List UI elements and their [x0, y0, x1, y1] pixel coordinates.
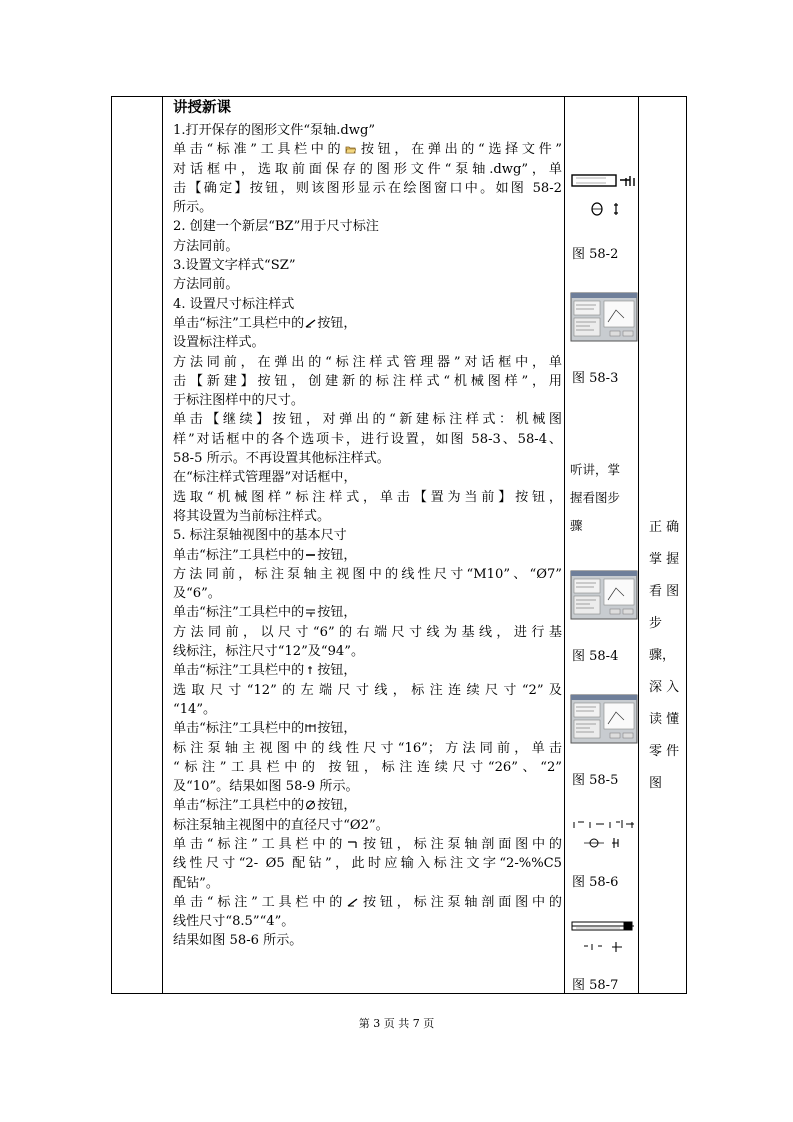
goal-line: 正 确 [649, 520, 680, 535]
text-line [173, 410, 562, 429]
text-line [173, 314, 562, 333]
linear-dimension-icon [305, 550, 316, 560]
text-line [173, 333, 562, 352]
goal-line: 骤， [649, 648, 676, 663]
line-text: 方法同前。 [173, 277, 239, 293]
line-text: 及“10”。结果如图 58-9 所示。 [173, 779, 359, 795]
text-line [173, 835, 562, 854]
line-text: 设置标注样式。 [173, 335, 265, 351]
text-line [173, 931, 562, 950]
text-line [173, 893, 562, 912]
text-line [173, 584, 562, 603]
figure-thumbnail [570, 292, 638, 346]
note-line: 听讲，掌 [570, 462, 621, 477]
line-text: 方法同前，在弹出的“标注样式管理器”对话框中，单 [173, 354, 562, 370]
goal-line: 步 [649, 616, 663, 631]
line-text: 按钮，在弹出的“选择文件” [357, 142, 562, 158]
line-text: 单击“标注”工具栏中的 [173, 798, 305, 814]
goal-line: 深 入 [649, 680, 680, 695]
text-line [173, 546, 562, 565]
goal-line: 零 件 [649, 744, 680, 759]
figure-thumbnail [570, 816, 638, 856]
line-text: 按钮， [317, 605, 357, 621]
text-line [173, 488, 562, 507]
lesson-lines [173, 121, 562, 951]
column-divider [638, 97, 639, 993]
text-line [173, 353, 562, 372]
text-line [173, 217, 562, 236]
line-text: 于标注图样中的尺寸。 [173, 393, 304, 409]
line-text: 按钮， [317, 547, 357, 563]
text-line [173, 912, 562, 931]
goal-line: 看 图 [649, 584, 680, 599]
goal-line: 读 懂 [649, 712, 680, 727]
figure-thumbnail [570, 694, 638, 748]
text-line [173, 700, 562, 719]
teaching-goal [643, 512, 683, 800]
line-text: 按钮，标注泵轴剖面图中的 [359, 894, 563, 910]
line-text: 线性尺寸“2- Ø5 配钻”，此时应输入标注文字“2-%%C5 [173, 856, 562, 872]
note-line: 握看图步 [570, 490, 621, 505]
aligned-dimension-icon [305, 723, 316, 733]
line-text: 所示。 [173, 200, 213, 216]
figure-label: 图 58-4 [572, 649, 619, 664]
line-text: 按钮，标注泵轴剖面图中的 [359, 836, 563, 852]
figure-label: 图 58-6 [572, 875, 619, 890]
line-text: 方法同前。 [173, 238, 239, 254]
dimension-style-icon [305, 318, 316, 328]
section-heading: 讲授新课 [173, 100, 231, 116]
text-line [173, 468, 562, 487]
line-text: 单击“标注”工具栏中的 [173, 547, 305, 563]
figure-thumbnail [570, 918, 638, 962]
text-line [173, 758, 562, 777]
line-text: 将其设置为当前标注样式。 [173, 508, 331, 524]
line-text: 单击“标注”工具栏中的 [173, 315, 305, 331]
figure-thumbnail [570, 570, 638, 624]
line-text: 按钮， [317, 721, 357, 737]
line-text: 单击“标注”工具栏中的 [173, 721, 305, 737]
line-text: 样”对话框中的各个选项卡，进行设置，如图 58-3、58-4、 [173, 431, 562, 447]
text-line [173, 179, 562, 198]
linear-dimension-2-icon [347, 839, 358, 849]
column-divider [564, 97, 565, 993]
line-text: 方法同前，标注泵轴主视图中的线性尺寸“M10”、“Ø7” [173, 566, 562, 582]
line-text: 1.打开保存的图形文件“泵轴.dwg” [173, 123, 376, 138]
continue-dimension-icon [305, 665, 316, 675]
text-line [173, 816, 562, 835]
text-line [173, 642, 562, 661]
text-line [173, 237, 562, 256]
line-text: 按钮， [317, 315, 357, 331]
line-text: 击【新建】按钮，创建新的标注样式“机械图样”，用 [173, 373, 562, 389]
line-text: 方法同前，以尺寸“6”的右端尺寸线为基线，进行基 [173, 624, 562, 640]
line-text: 5. 标注泵轴视图中的基本尺寸 [173, 528, 347, 544]
line-text: 配钻”。 [173, 875, 219, 891]
text-line [173, 275, 562, 294]
line-text: 击【确定】按钮，则该图形显示在绘图窗口中。如图 58-2 [173, 180, 562, 196]
text-line [173, 140, 562, 159]
figure-thumbnail [570, 172, 638, 222]
column-divider [162, 97, 163, 993]
figure-label: 图 58-2 [572, 247, 619, 262]
line-text: 结果如图 58-6 所示。 [173, 933, 303, 949]
line-text: “14”。 [173, 701, 217, 717]
text-line [173, 565, 562, 584]
text-line [173, 526, 562, 545]
line-text: 标注泵轴主视图中的线性尺寸“16”；方法同前，单击 [173, 740, 562, 756]
line-text: “标注”工具栏中的 按钮，标注连续尺寸“26”、“2” [173, 759, 562, 775]
text-line [173, 449, 562, 468]
line-text: 按钮， [317, 798, 357, 814]
line-text: 选取“机械图样”标注样式，单击【置为当前】按钮， [173, 489, 562, 505]
line-text: 选取尺寸“12”的左端尺寸线，标注连续尺寸“2”及 [173, 682, 562, 698]
figure-label: 图 58-7 [572, 978, 619, 993]
line-text: 单击“标注”工具栏中的 [173, 894, 347, 910]
note-line: 骤 [570, 518, 583, 533]
line-text: 按钮， [317, 663, 357, 679]
line-text: 单击“标注”工具栏中的 [173, 605, 305, 621]
dimension-edit-icon [347, 897, 358, 907]
line-text: 2. 创建一个新层“BZ”用于尺寸标注 [173, 219, 379, 235]
text-line [173, 198, 562, 217]
text-line [173, 681, 562, 700]
text-line [173, 623, 562, 642]
line-text: 及“6”。 [173, 586, 221, 602]
text-line [173, 121, 562, 140]
text-line [173, 603, 562, 622]
line-text: 58-5 所示。不再设置其他标注样式。 [173, 451, 390, 467]
line-text: 单击【继续】按钮，对弹出的“新建标注样式：机械图 [173, 412, 562, 428]
line-text: 对话框中，选取前面保存的图形文件“泵轴.dwg”，单 [173, 161, 562, 177]
text-line [173, 430, 562, 449]
teaching-method [570, 456, 620, 540]
text-line [173, 372, 562, 391]
figure-label: 图 58-3 [572, 371, 619, 386]
line-text: 线性尺寸“8.5”“4”。 [173, 914, 295, 930]
text-line [173, 391, 562, 410]
text-line [173, 874, 562, 893]
diameter-dimension-icon [305, 800, 316, 810]
text-line [173, 160, 562, 179]
text-line [173, 507, 562, 526]
baseline-dimension-icon [305, 607, 316, 617]
open-file-icon [345, 144, 356, 154]
lesson-content [173, 98, 562, 951]
page-footer: 第 3 页 共 7 页 [358, 1017, 435, 1030]
line-text: 4. 设置尺寸标注样式 [173, 296, 295, 312]
line-text: 线标注，标注尺寸“12”及“94”。 [173, 644, 365, 660]
text-line [173, 719, 562, 738]
text-line [173, 777, 562, 796]
line-text: 在“标注样式管理器”对话框中， [173, 470, 357, 486]
text-line [173, 854, 562, 873]
line-text: 单击“标注”工具栏中的 [173, 836, 347, 852]
line-text: 单击“标准”工具栏中的 [173, 142, 345, 158]
text-line [173, 739, 562, 758]
line-text: 3.设置文字样式“SZ” [173, 258, 296, 274]
figure-label: 图 58-5 [572, 773, 619, 788]
text-line [173, 661, 562, 680]
text-line [173, 796, 562, 815]
line-text: 标注泵轴主视图中的直径尺寸“Ø2”。 [173, 817, 389, 833]
goal-line: 掌 握 [649, 552, 680, 567]
goal-line: 图 [649, 776, 663, 791]
line-text: 单击“标注”工具栏中的 [173, 663, 305, 679]
text-line [173, 256, 562, 275]
text-line [173, 295, 562, 314]
